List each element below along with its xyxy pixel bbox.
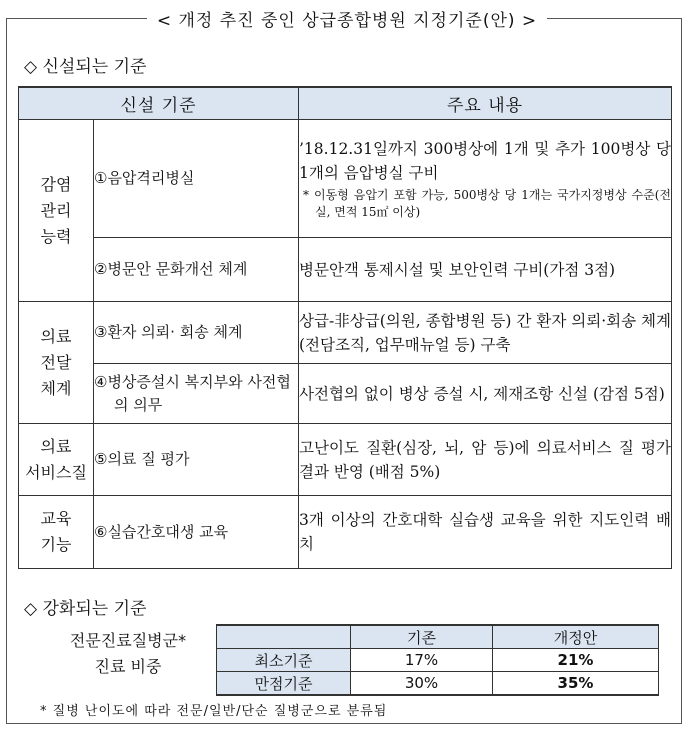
header-revised: 개정안 [493, 625, 659, 649]
category-delivery-system [19, 302, 94, 424]
header-blank [217, 625, 351, 649]
specialty-disease-ratio-label [40, 628, 216, 680]
criterion-text: ④병상증설시 복지부와 사전협의 의무 [94, 372, 291, 414]
header-existing: 기존 [351, 625, 493, 649]
category-line: 의료 [40, 326, 72, 346]
criterion-nursing-education: ⑥실습간호대생 교육 [94, 496, 299, 569]
label-line: 진료 비중 [94, 657, 162, 676]
row-label-full-score: 만점기준 [217, 672, 351, 696]
category-education [19, 496, 94, 569]
content-text: ’18.12.31일까지 300병상에 1개 및 추가 100병상 당 1개의 음압병실 구비 [299, 139, 671, 182]
category-service-quality [19, 424, 94, 496]
category-line: 관리 [40, 200, 72, 220]
criterion-bed-expansion [94, 364, 299, 424]
category-line: 능력 [40, 226, 72, 246]
table-row [217, 672, 659, 696]
title-wrap [0, 6, 694, 31]
criterion-text: ③환자 의뢰· 회송 체계 [94, 323, 243, 341]
footnote: * 질병 난이도에 따라 전문/일반/단순 질병군으로 분류됨 [40, 704, 388, 719]
header-new-criteria: 신설 기준 [19, 87, 299, 120]
content-nursing-education: 3개 이상의 간호대학 실습생 교육을 위한 지도인력 배치 [299, 496, 672, 569]
value-revised-full-score: 35% [493, 672, 659, 696]
content-referral-system: 상급-非상급(의원, 종합병원 등) 간 환자 의뢰·회송 체계(전담조직, 업무매뉴얼 등) 구축 [299, 302, 672, 364]
category-line: 서비스질 [25, 462, 87, 482]
strengthened-criteria-table [216, 624, 659, 696]
strengthened-criteria-heading: ◇ 강화되는 기준 [24, 599, 147, 619]
new-criteria-heading: ◇ 신설되는 기준 [24, 57, 147, 77]
label-line: 전문진료질병군* [69, 631, 187, 650]
document-title: < 개정 추진 중인 상급종합병원 지정기준(안) > [147, 6, 547, 31]
value-existing-minimum: 17% [351, 649, 493, 672]
content-quality-evaluation: 고난이도 질환(심장, 뇌, 암 등)에 의료서비스 질 평가 결과 반영 (배점 5%) [299, 424, 672, 496]
content-bed-expansion: 사전협의 없이 병상 증설 시, 제재조항 신설 (감점 5점) [299, 364, 672, 424]
value-revised-minimum: 21% [493, 649, 659, 672]
criterion-negative-pressure-room: ①음압격리병실 [94, 120, 299, 238]
category-line: 전달 [40, 352, 72, 372]
category-line: 감염 [40, 174, 72, 194]
category-line: 교육 [40, 509, 72, 528]
value-existing-full-score: 30% [351, 672, 493, 696]
header-main-content: 주요 내용 [299, 87, 672, 120]
new-criteria-table [18, 86, 672, 569]
category-line: 기능 [40, 535, 72, 554]
criterion-quality-evaluation: ⑤의료 질 평가 [94, 424, 299, 496]
criterion-visitor-culture: ②병문안 문화개선 체계 [94, 238, 299, 302]
criterion-referral-system [94, 302, 299, 364]
category-line: 의료 [40, 436, 72, 456]
category-infection-control [19, 120, 94, 302]
content-visitor-culture: 병문안객 통제시설 및 보안인력 구비(가점 3점) [299, 238, 672, 302]
row-label-minimum: 최소기준 [217, 649, 351, 672]
category-line: 체계 [40, 378, 72, 398]
content-negative-pressure-room [299, 120, 672, 238]
content-note: * 이동형 음압기 포함 가능, 500병상 당 1개는 국가지정병상 수준(전실, 면적 15㎡ 이상) [303, 187, 671, 219]
table-row [217, 649, 659, 672]
